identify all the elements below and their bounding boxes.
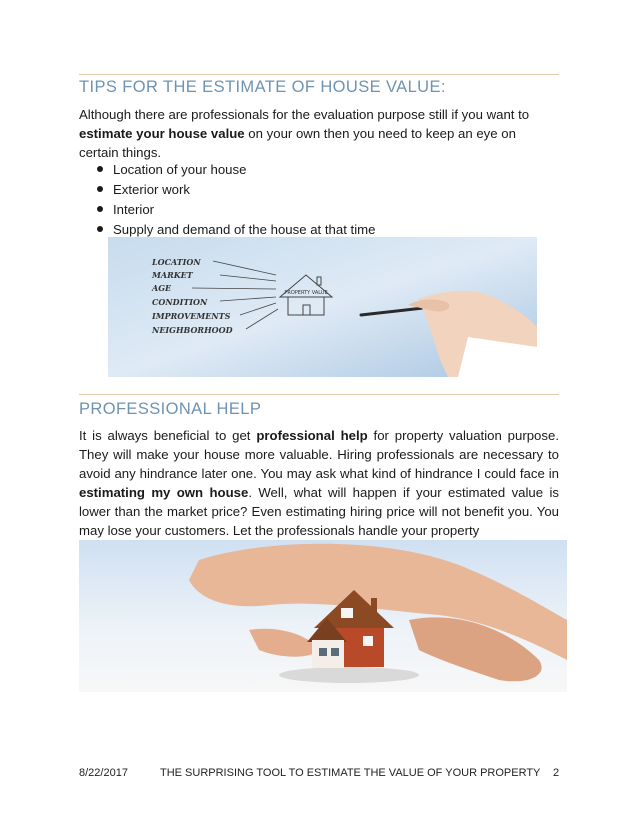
bold-phrase: estimate your house value [79,126,245,141]
house-label: PROPERTY VALUE [284,290,328,296]
property-value-image [108,237,537,377]
bullet-icon [97,186,103,192]
list-item: Location of your house [79,160,375,180]
hands-house-illustration [79,540,567,692]
hands-protecting-house-image [79,540,567,692]
label-improvements: IMPROVEMENTS [152,311,231,321]
bullet-icon [97,226,103,232]
tips-list [79,160,375,240]
section2-paragraph: It is always beneficial to get professional help for property valuation purpose. They will make your house more valuable. Hiring professionals are necessary to avoid any hindrance later one. You may ask what kind of hindrance I could face in estimating my own house. Well, what will happen if your estimated value is lower than the market price? Even estimating hiring price will not benefit you. You may lose your customers. Let the professionals handle your property [79,428,559,538]
property-value-illustration [108,237,537,377]
list-item: Interior [79,200,375,220]
label-condition: CONDITION [152,297,208,307]
list-item: Exterior work [79,180,375,200]
section2-heading: PROFESSIONAL HELP [79,400,262,418]
section2-top-rule [79,394,559,395]
bold-phrase: estimating my own house [79,485,249,500]
footer-date: 8/22/2017 [79,767,128,779]
section1-top-rule [79,74,559,75]
section1-heading: TIPS FOR THE ESTIMATE OF HOUSE VALUE: [79,78,446,96]
bullet-icon [97,206,103,212]
footer-title: THE SURPRISING TOOL TO ESTIMATE THE VALUE OF YOUR PROPERTY [160,767,541,779]
bullet-icon [97,166,103,172]
label-age: AGE [152,283,172,293]
page-number: 2 [553,767,560,779]
label-location: LOCATION [152,257,201,267]
label-neighborhood: NEIGHBORHOOD [152,325,233,335]
bold-phrase: professional help [256,428,368,443]
label-market: MARKET [152,270,193,280]
list-item: Supply and demand of the house at that time [79,220,375,240]
section1-paragraph: Although there are professionals for the evaluation purpose still if you want to estimate your house value on your own then you need to keep an eye on certain things. [79,107,530,160]
